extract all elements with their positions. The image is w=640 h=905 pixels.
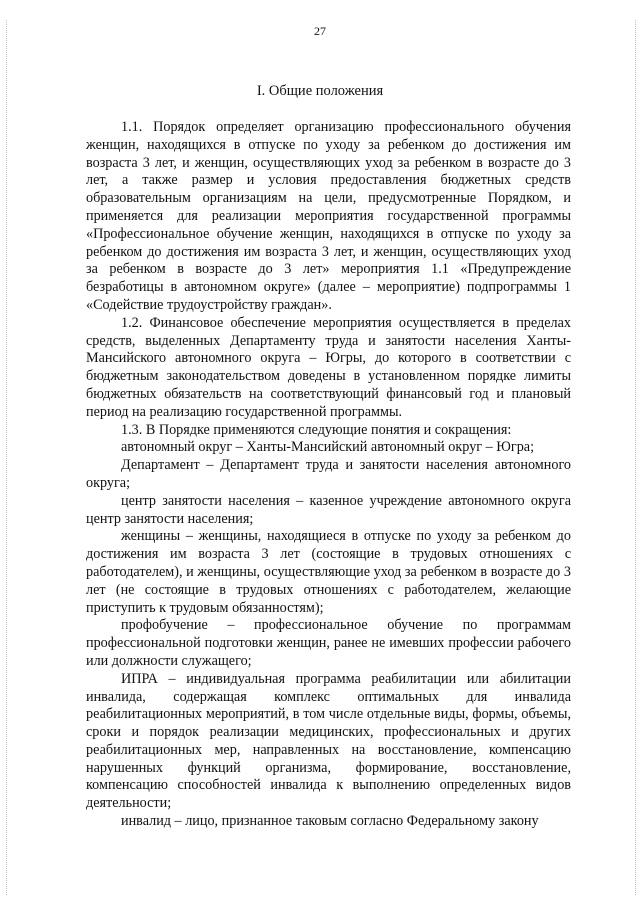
paragraph-1-2: 1.2. Финансовое обеспечение мероприятия осуществляется в пределах средств, выделенных Департаменту труда и занятости населения Ханты-Мансийского автономного округа – Югры, до которого в соответствии с бюджетным законодательством доведены в установленном порядке лимиты бюджетных обязательств на соответствующий финансовый год и плановый период на реализацию государственной программы. [86,314,571,420]
document-body [86,119,571,831]
definition-training: профобучение – профессиональное обучение по программам профессиональной подготовки женщин, ранее не имевших профессии рабочего или должности служащего; [86,617,571,669]
definition-women: женщины – женщины, находящиеся в отпуске по уходу за ребенком до достижения им возраста 3 лет (состоящие в трудовых отношениях с работодателем), и женщины, осуществляющие уход за ребенком в возрасте до 3 лет (не состоящие в трудовых отношениях с работодателем, желающие приступить к трудовым обязанностям); [86,528,571,616]
section-heading: I. Общие положения [256,83,384,99]
definition-invalid: инвалид – лицо, признанное таковым согласно Федеральному закону [121,813,539,830]
definition-employment-center: центр занятости населения – казенное учреждение автономного округа центр занятости населения; [86,492,571,527]
page-number: 27 [314,24,326,38]
paragraph-1-3: 1.3. В Порядке применяются следующие понятия и сокращения: [121,421,512,438]
definition-okrug: автономный округ – Ханты-Мансийский автономный округ – Югра; [121,439,535,456]
definition-ipra: ИПРА – индивидуальная программа реабилитации или абилитации инвалида, содержащая комплекс оптимальных для инвалида реабилитационных мероприятий, в том числе отдельные виды, формы, объемы, сроки и порядок реализации медицинских, профессиональных и других реабилитационных мер, направленных на восстановление, компенсацию нарушенных функций организма, формирование, восстановление, компенсацию способностей инвалида к выполнению определенных видов деятельности; [86,670,571,812]
paragraph-1-1: 1.1. Порядок определяет организацию профессионального обучения женщин, находящихся в отпуске по уходу за ребенком до достижения им возраста 3 лет, и женщин, осуществляющих уход за ребенком в возрасте до 3 лет, а также размер и условия предоставления бюджетных средств образовательным организациям на цели, предусмотренные Порядком, и применяется для реализации мероприятия государственной программы «Профессиональное обучение женщин, находящихся в отпуске по уходу за ребенком до достижения им возраста 3 лет, и женщин, осуществляющих уход за ребенком в возрасте до 3 лет» мероприятия 1.1 «Предупреждение безработицы в автономном округе» (далее – мероприятие) подпрограммы 1 «Содействие трудоустройству граждан». [86,119,571,313]
right-margin-scan-edge [635,20,636,895]
definition-department: Департамент – Департамент труда и занятости населения автономного округа; [86,457,571,491]
left-margin-scan-edge [6,20,7,895]
